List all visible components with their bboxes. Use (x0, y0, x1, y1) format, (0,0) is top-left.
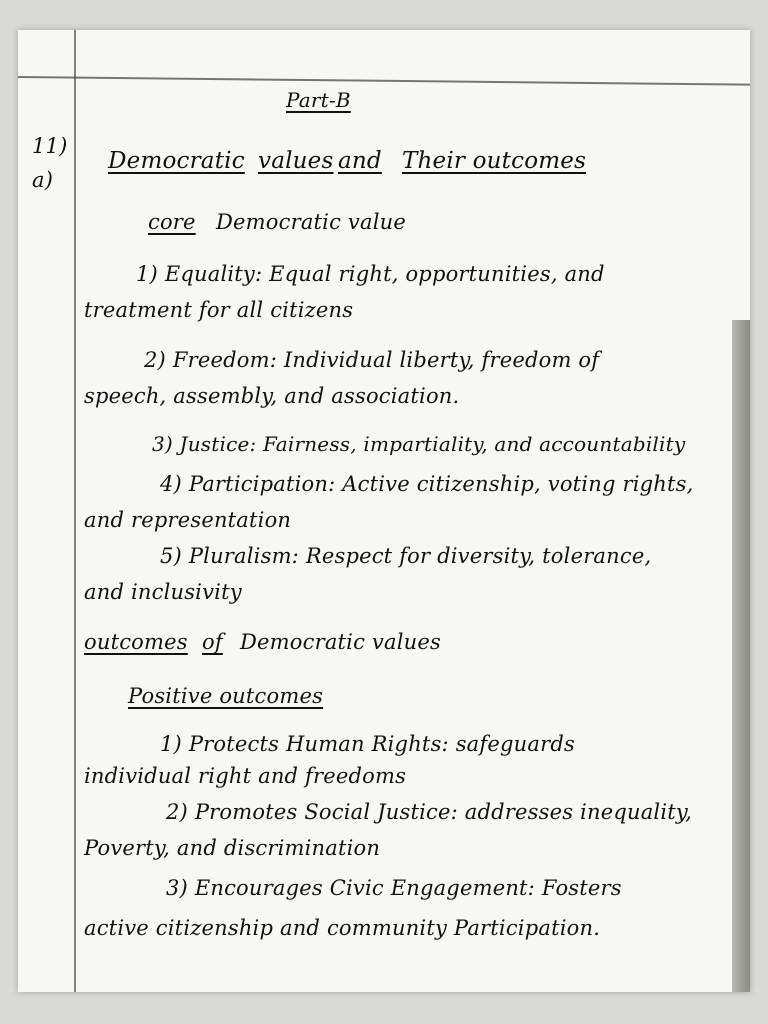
value-2-line-2: speech, assembly, and association. (84, 384, 460, 408)
title-word-2: values (258, 148, 334, 174)
title-word-3: and (338, 148, 382, 174)
question-number: 11) (32, 134, 68, 158)
outcome-1-line-2: individual right and freedoms (84, 764, 407, 788)
value-5-line-2: and inclusivity (84, 580, 242, 604)
value-4-line-2: and representation (84, 508, 292, 532)
notebook-page (18, 30, 750, 992)
title-word-1: Democratic (108, 148, 245, 174)
outcomes-heading-word-3: Democratic values (240, 630, 441, 654)
positive-outcomes-heading: Positive outcomes (128, 684, 324, 708)
margin-line (74, 30, 76, 992)
page-edge-shadow (732, 320, 750, 992)
outcomes-heading-word-2: of (202, 630, 223, 654)
outcome-2-line-1: 2) Promotes Social Justice: addresses inequality, (166, 800, 693, 824)
sub-question-label: a) (32, 168, 54, 192)
title-word-4: Their outcomes (402, 148, 587, 174)
value-2-line-1: 2) Freedom: Individual liberty, freedom of (144, 348, 600, 372)
outcomes-heading-word-1: outcomes (84, 630, 188, 654)
value-1-line-1: 1) Equality: Equal right, opportunities, and (136, 262, 605, 286)
value-5-line-1: 5) Pluralism: Respect for diversity, tolerance, (160, 544, 652, 568)
value-4-line-1: 4) Participation: Active citizenship, voting rights, (160, 472, 694, 496)
core-heading-word-2: Democratic value (216, 210, 406, 234)
outcome-2-line-2: Poverty, and discrimination (84, 836, 381, 860)
outcome-3-line-1: 3) Encourages Civic Engagement: Fosters (166, 876, 622, 900)
value-1-line-2: treatment for all citizens (84, 298, 354, 322)
header-line (18, 76, 750, 86)
core-heading-word-1: core (148, 210, 196, 234)
value-3-line-1: 3) Justice: Fairness, impartiality, and accountability (152, 432, 686, 456)
part-heading: Part-B (286, 88, 351, 112)
outcome-1-line-1: 1) Protects Human Rights: safeguards (160, 732, 575, 756)
outcome-3-line-2: active citizenship and community Participation. (84, 916, 601, 940)
